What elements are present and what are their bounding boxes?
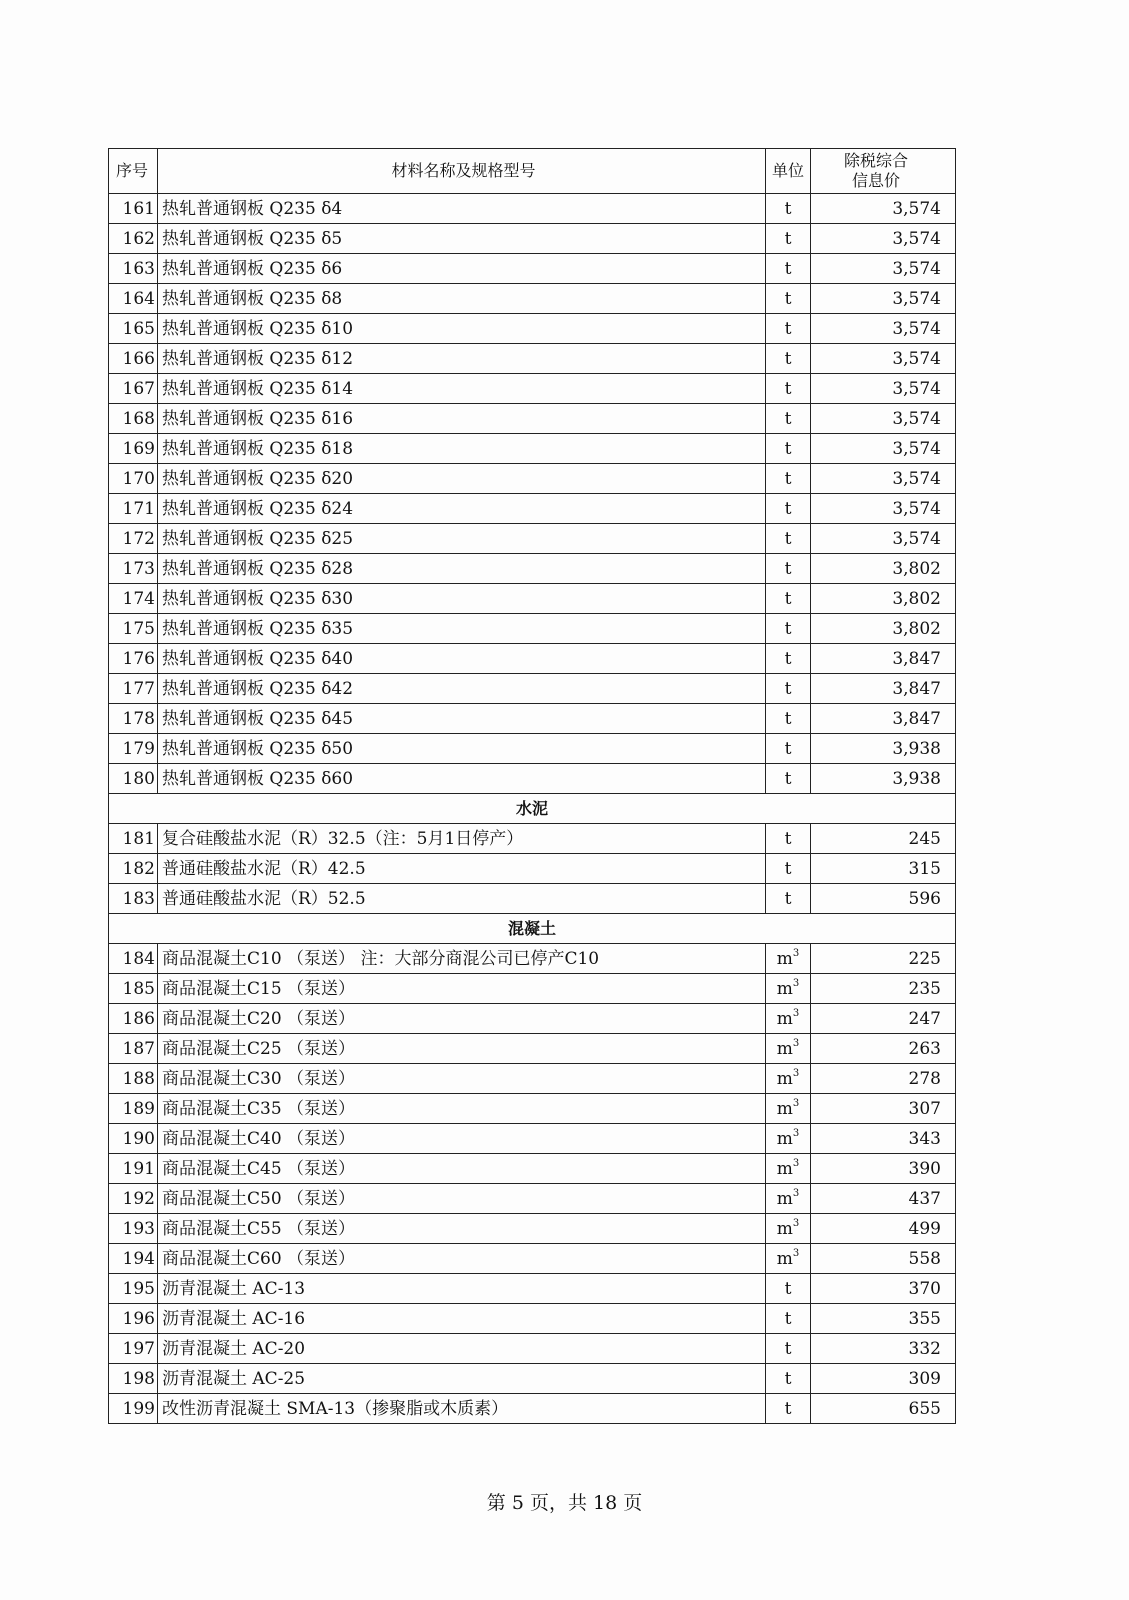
cell-price: 3,574 bbox=[811, 464, 956, 494]
cell-price: 3,938 bbox=[811, 734, 956, 764]
cell-price: 370 bbox=[811, 1274, 956, 1304]
cell-price: 499 bbox=[811, 1214, 956, 1244]
section-header-row bbox=[109, 914, 956, 944]
table-row bbox=[109, 584, 956, 614]
cell-price: 3,574 bbox=[811, 494, 956, 524]
cell-unit: t bbox=[766, 1334, 811, 1364]
cell-price: 263 bbox=[811, 1034, 956, 1064]
cell-no: 177 bbox=[109, 674, 158, 704]
cell-unit: t bbox=[766, 254, 811, 284]
cell-no: 189 bbox=[109, 1094, 158, 1124]
unit-base: m bbox=[776, 1128, 793, 1149]
table-row bbox=[109, 764, 956, 794]
cell-price: 3,847 bbox=[811, 644, 956, 674]
cell-name: 商品混凝土C45 （泵送） bbox=[158, 1154, 766, 1184]
table-row bbox=[109, 854, 956, 884]
cell-price: 3,802 bbox=[811, 614, 956, 644]
cell-no: 171 bbox=[109, 494, 158, 524]
cell-name: 热轧普通钢板 Q235 δ14 bbox=[158, 374, 766, 404]
unit-base: m bbox=[776, 1038, 793, 1059]
table-row bbox=[109, 554, 956, 584]
table-row bbox=[109, 254, 956, 284]
cell-price: 3,938 bbox=[811, 764, 956, 794]
cell-price: 3,574 bbox=[811, 284, 956, 314]
cell-unit: t bbox=[766, 884, 811, 914]
cell-no: 184 bbox=[109, 944, 158, 974]
cell-no: 188 bbox=[109, 1064, 158, 1094]
table-row bbox=[109, 1304, 956, 1334]
unit-superscript: 3 bbox=[792, 1007, 800, 1019]
cell-price: 307 bbox=[811, 1094, 956, 1124]
table-header-row bbox=[109, 149, 956, 194]
cell-price: 3,574 bbox=[811, 524, 956, 554]
cell-no: 194 bbox=[109, 1244, 158, 1274]
cell-no: 176 bbox=[109, 644, 158, 674]
section-title: 水泥 bbox=[109, 794, 956, 824]
cell-name: 商品混凝土C40 （泵送） bbox=[158, 1124, 766, 1154]
cell-name: 普通硅酸盐水泥（R）42.5 bbox=[158, 854, 766, 884]
cell-no: 178 bbox=[109, 704, 158, 734]
table-row bbox=[109, 614, 956, 644]
cell-name: 商品混凝土C15 （泵送） bbox=[158, 974, 766, 1004]
table-row bbox=[109, 824, 956, 854]
cell-no: 172 bbox=[109, 524, 158, 554]
cell-unit: t bbox=[766, 614, 811, 644]
section-title: 混凝土 bbox=[109, 914, 956, 944]
column-header-no: 序号 bbox=[109, 149, 158, 194]
cell-price: 596 bbox=[811, 884, 956, 914]
cell-name: 热轧普通钢板 Q235 δ28 bbox=[158, 554, 766, 584]
table-row bbox=[109, 1064, 956, 1094]
cell-name: 热轧普通钢板 Q235 δ40 bbox=[158, 644, 766, 674]
table-row bbox=[109, 1274, 956, 1304]
table-row bbox=[109, 524, 956, 554]
unit-base: m bbox=[776, 1188, 793, 1209]
cell-name: 商品混凝土C50 （泵送） bbox=[158, 1184, 766, 1214]
cell-name: 热轧普通钢板 Q235 δ35 bbox=[158, 614, 766, 644]
cell-price: 355 bbox=[811, 1304, 956, 1334]
table-row bbox=[109, 704, 956, 734]
table-row bbox=[109, 464, 956, 494]
cell-price: 390 bbox=[811, 1154, 956, 1184]
column-header-price-line1: 除税综合 bbox=[843, 151, 908, 170]
cell-price: 3,847 bbox=[811, 674, 956, 704]
unit-superscript: 3 bbox=[792, 947, 800, 959]
column-header-price-line2: 信息价 bbox=[851, 171, 900, 190]
table-row bbox=[109, 1364, 956, 1394]
cell-unit bbox=[766, 1154, 811, 1184]
cell-no: 165 bbox=[109, 314, 158, 344]
cell-no: 179 bbox=[109, 734, 158, 764]
cell-name: 沥青混凝土 AC-16 bbox=[158, 1304, 766, 1334]
cell-unit: t bbox=[766, 314, 811, 344]
cell-name: 热轧普通钢板 Q235 δ30 bbox=[158, 584, 766, 614]
cell-no: 199 bbox=[109, 1394, 158, 1424]
cell-no: 197 bbox=[109, 1334, 158, 1364]
unit-superscript: 3 bbox=[792, 1217, 800, 1229]
cell-price: 655 bbox=[811, 1394, 956, 1424]
cell-name: 热轧普通钢板 Q235 δ10 bbox=[158, 314, 766, 344]
column-header-name: 材料名称及规格型号 bbox=[158, 149, 766, 194]
cell-unit: t bbox=[766, 404, 811, 434]
cell-price: 245 bbox=[811, 824, 956, 854]
cell-unit: t bbox=[766, 824, 811, 854]
cell-unit: t bbox=[766, 1394, 811, 1424]
cell-no: 167 bbox=[109, 374, 158, 404]
cell-unit: t bbox=[766, 1304, 811, 1334]
table-row bbox=[109, 1004, 956, 1034]
cell-price: 3,574 bbox=[811, 404, 956, 434]
table-row bbox=[109, 494, 956, 524]
cell-unit: t bbox=[766, 734, 811, 764]
cell-name: 热轧普通钢板 Q235 δ6 bbox=[158, 254, 766, 284]
table-row bbox=[109, 1214, 956, 1244]
cell-name: 普通硅酸盐水泥（R）52.5 bbox=[158, 884, 766, 914]
cell-name: 热轧普通钢板 Q235 δ20 bbox=[158, 464, 766, 494]
cell-price: 3,574 bbox=[811, 254, 956, 284]
cell-unit: t bbox=[766, 674, 811, 704]
table-row bbox=[109, 314, 956, 344]
cell-name: 热轧普通钢板 Q235 δ5 bbox=[158, 224, 766, 254]
table-body bbox=[109, 194, 956, 1424]
cell-unit bbox=[766, 1004, 811, 1034]
table-row bbox=[109, 1034, 956, 1064]
cell-unit bbox=[766, 974, 811, 1004]
cell-unit: t bbox=[766, 854, 811, 884]
column-header-unit: 单位 bbox=[766, 149, 811, 194]
cell-no: 170 bbox=[109, 464, 158, 494]
cell-name: 热轧普通钢板 Q235 δ24 bbox=[158, 494, 766, 524]
cell-price: 3,574 bbox=[811, 374, 956, 404]
cell-unit: t bbox=[766, 584, 811, 614]
table-row bbox=[109, 434, 956, 464]
cell-price: 437 bbox=[811, 1184, 956, 1214]
cell-name: 商品混凝土C55 （泵送） bbox=[158, 1214, 766, 1244]
cell-name: 改性沥青混凝土 SMA-13（掺聚脂或木质素） bbox=[158, 1394, 766, 1424]
cell-name: 商品混凝土C60 （泵送） bbox=[158, 1244, 766, 1274]
unit-base: m bbox=[776, 1158, 793, 1179]
cell-no: 166 bbox=[109, 344, 158, 374]
cell-unit: t bbox=[766, 704, 811, 734]
table-row bbox=[109, 404, 956, 434]
unit-superscript: 3 bbox=[792, 1067, 800, 1079]
cell-no: 183 bbox=[109, 884, 158, 914]
table-row bbox=[109, 674, 956, 704]
cell-unit: t bbox=[766, 524, 811, 554]
table-row bbox=[109, 374, 956, 404]
cell-price: 3,847 bbox=[811, 704, 956, 734]
table-row bbox=[109, 284, 956, 314]
cell-name: 沥青混凝土 AC-25 bbox=[158, 1364, 766, 1394]
cell-name: 热轧普通钢板 Q235 δ4 bbox=[158, 194, 766, 224]
cell-price: 247 bbox=[811, 1004, 956, 1034]
cell-no: 195 bbox=[109, 1274, 158, 1304]
cell-unit bbox=[766, 1244, 811, 1274]
unit-superscript: 3 bbox=[792, 1187, 800, 1199]
cell-no: 198 bbox=[109, 1364, 158, 1394]
cell-no: 163 bbox=[109, 254, 158, 284]
unit-base: m bbox=[776, 948, 793, 969]
table-row bbox=[109, 974, 956, 1004]
section-header-row bbox=[109, 794, 956, 824]
cell-unit bbox=[766, 1094, 811, 1124]
cell-unit bbox=[766, 1064, 811, 1094]
cell-name: 热轧普通钢板 Q235 δ60 bbox=[158, 764, 766, 794]
cell-price: 3,574 bbox=[811, 434, 956, 464]
table-row bbox=[109, 194, 956, 224]
cell-name: 复合硅酸盐水泥（R）32.5（注：5月1日停产） bbox=[158, 824, 766, 854]
cell-name: 热轧普通钢板 Q235 δ25 bbox=[158, 524, 766, 554]
table-row bbox=[109, 344, 956, 374]
table-row bbox=[109, 1394, 956, 1424]
cell-unit bbox=[766, 1214, 811, 1244]
column-header-price bbox=[811, 149, 956, 194]
cell-no: 164 bbox=[109, 284, 158, 314]
cell-unit bbox=[766, 1034, 811, 1064]
cell-unit: t bbox=[766, 284, 811, 314]
cell-name: 热轧普通钢板 Q235 δ42 bbox=[158, 674, 766, 704]
cell-no: 196 bbox=[109, 1304, 158, 1334]
cell-no: 192 bbox=[109, 1184, 158, 1214]
cell-unit: t bbox=[766, 764, 811, 794]
cell-name: 商品混凝土C30 （泵送） bbox=[158, 1064, 766, 1094]
cell-unit: t bbox=[766, 494, 811, 524]
cell-unit: t bbox=[766, 374, 811, 404]
unit-superscript: 3 bbox=[792, 1247, 800, 1259]
cell-price: 3,574 bbox=[811, 344, 956, 374]
cell-price: 278 bbox=[811, 1064, 956, 1094]
cell-no: 185 bbox=[109, 974, 158, 1004]
table-row bbox=[109, 224, 956, 254]
cell-price: 3,574 bbox=[811, 224, 956, 254]
cell-price: 558 bbox=[811, 1244, 956, 1274]
cell-price: 3,802 bbox=[811, 584, 956, 614]
table-row bbox=[109, 1124, 956, 1154]
unit-base: m bbox=[776, 978, 793, 999]
table-row bbox=[109, 644, 956, 674]
cell-name: 沥青混凝土 AC-13 bbox=[158, 1274, 766, 1304]
page-footer: 第 5 页，共 18 页 bbox=[486, 1492, 643, 1514]
cell-unit: t bbox=[766, 344, 811, 374]
cell-price: 225 bbox=[811, 944, 956, 974]
cell-price: 3,574 bbox=[811, 194, 956, 224]
cell-price: 332 bbox=[811, 1334, 956, 1364]
cell-name: 热轧普通钢板 Q235 δ18 bbox=[158, 434, 766, 464]
cell-unit bbox=[766, 1184, 811, 1214]
cell-name: 热轧普通钢板 Q235 δ45 bbox=[158, 704, 766, 734]
table-row bbox=[109, 884, 956, 914]
cell-no: 173 bbox=[109, 554, 158, 584]
cell-price: 315 bbox=[811, 854, 956, 884]
unit-superscript: 3 bbox=[792, 1037, 800, 1049]
cell-no: 174 bbox=[109, 584, 158, 614]
cell-no: 191 bbox=[109, 1154, 158, 1184]
unit-superscript: 3 bbox=[792, 1157, 800, 1169]
table-row bbox=[109, 734, 956, 764]
cell-no: 181 bbox=[109, 824, 158, 854]
unit-superscript: 3 bbox=[792, 1127, 800, 1139]
cell-name: 热轧普通钢板 Q235 δ16 bbox=[158, 404, 766, 434]
cell-price: 3,574 bbox=[811, 314, 956, 344]
price-table bbox=[108, 148, 956, 1424]
cell-unit bbox=[766, 944, 811, 974]
cell-unit: t bbox=[766, 434, 811, 464]
table-row bbox=[109, 1334, 956, 1364]
cell-no: 168 bbox=[109, 404, 158, 434]
table-row bbox=[109, 944, 956, 974]
cell-name: 商品混凝土C25 （泵送） bbox=[158, 1034, 766, 1064]
cell-no: 187 bbox=[109, 1034, 158, 1064]
cell-price: 235 bbox=[811, 974, 956, 1004]
unit-superscript: 3 bbox=[792, 977, 800, 989]
cell-price: 309 bbox=[811, 1364, 956, 1394]
table-row bbox=[109, 1094, 956, 1124]
cell-unit: t bbox=[766, 554, 811, 584]
cell-unit: t bbox=[766, 224, 811, 254]
unit-base: m bbox=[776, 1068, 793, 1089]
unit-base: m bbox=[776, 1008, 793, 1029]
cell-no: 175 bbox=[109, 614, 158, 644]
cell-no: 186 bbox=[109, 1004, 158, 1034]
cell-unit: t bbox=[766, 1364, 811, 1394]
cell-price: 3,802 bbox=[811, 554, 956, 584]
unit-superscript: 3 bbox=[792, 1097, 800, 1109]
table-row bbox=[109, 1244, 956, 1274]
cell-no: 169 bbox=[109, 434, 158, 464]
cell-unit: t bbox=[766, 464, 811, 494]
cell-name: 商品混凝土C35 （泵送） bbox=[158, 1094, 766, 1124]
cell-name: 商品混凝土C20 （泵送） bbox=[158, 1004, 766, 1034]
table-row bbox=[109, 1154, 956, 1184]
table-row bbox=[109, 1184, 956, 1214]
cell-no: 182 bbox=[109, 854, 158, 884]
cell-no: 162 bbox=[109, 224, 158, 254]
cell-no: 161 bbox=[109, 194, 158, 224]
cell-unit: t bbox=[766, 644, 811, 674]
cell-name: 热轧普通钢板 Q235 δ8 bbox=[158, 284, 766, 314]
cell-no: 180 bbox=[109, 764, 158, 794]
cell-name: 沥青混凝土 AC-20 bbox=[158, 1334, 766, 1364]
cell-unit: t bbox=[766, 194, 811, 224]
unit-base: m bbox=[776, 1248, 793, 1269]
cell-name: 商品混凝土C10 （泵送） 注：大部分商混公司已停产C10 bbox=[158, 944, 766, 974]
cell-no: 190 bbox=[109, 1124, 158, 1154]
cell-name: 热轧普通钢板 Q235 δ12 bbox=[158, 344, 766, 374]
cell-no: 193 bbox=[109, 1214, 158, 1244]
cell-name: 热轧普通钢板 Q235 δ50 bbox=[158, 734, 766, 764]
unit-base: m bbox=[776, 1218, 793, 1239]
cell-unit: t bbox=[766, 1274, 811, 1304]
unit-base: m bbox=[776, 1098, 793, 1119]
cell-unit bbox=[766, 1124, 811, 1154]
cell-price: 343 bbox=[811, 1124, 956, 1154]
